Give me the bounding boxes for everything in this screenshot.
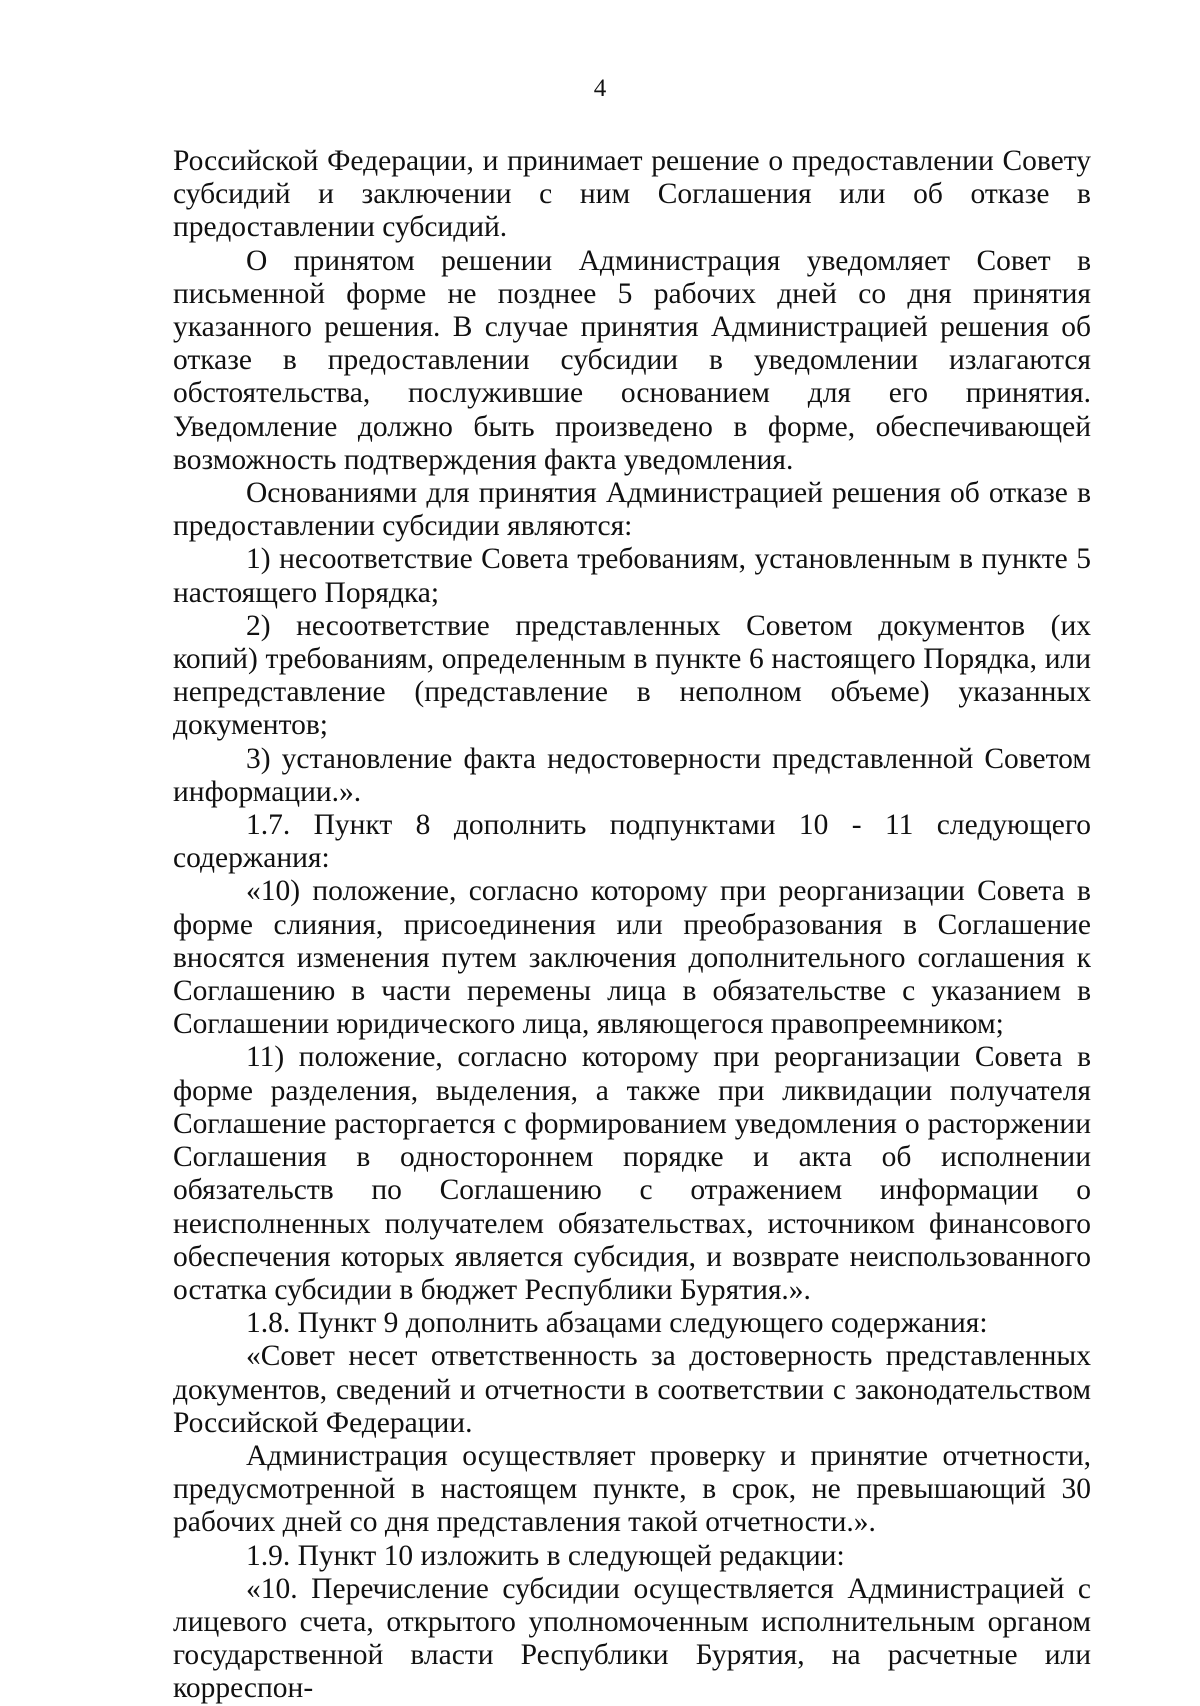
paragraph-transfer: «10. Перечисление субсидии осуществляется Администрацией с лицевого счета, открытого уполномоченным исполнительным органом государственной власти Республики Бурятия, на расчетные или корреспон- xyxy=(173,1572,1091,1705)
subitem-10: «10) положение, согласно которому при реорганизации Совета в форме слияния, присоединения или преобразования в Соглашение вносятся изменения путем заключения дополнительного соглашения к Соглашению в части перемены лица в обязательстве с указанием в Соглашении юридического лица, являющегося правопреемником; xyxy=(173,875,1091,1041)
page-number: 4 xyxy=(593,75,607,102)
list-item-3: 3) установление факта недостоверности представленной Советом информации.». xyxy=(173,742,1091,808)
subitem-11: 11) положение, согласно которому при реорганизации Совета в форме разделения, выделения, а также при ликвидации получателя Соглашение расторгается с формированием уведомления о расторжении Соглашения в одностороннем порядке и акта об исполнении обязательств по Соглашению с отражением информации о неисполненных получателем обязательствах, источником финансового обеспечения которых является субсидия, и возврате неиспользованного остатка субсидии в бюджет Республики Бурятия.». xyxy=(173,1041,1091,1306)
paragraph-notification: О принятом решении Администрация уведомляет Совет в письменной форме не позднее 5 рабочих дней со дня принятия указанного решения. В случае принятия Администрацией решения об отказе в предоставлении субсидии в уведомлении излагаются обстоятельства, послужившие основанием для его принятия. Уведомление должно быть произведено в форме, обеспечивающей возможность подтверждения факта уведомления. xyxy=(173,244,1091,476)
list-item-2: 2) несоответствие представленных Советом документов (их копий) требованиям, определенным в пункте 6 настоящего Порядка, или непредставление (представление в неполном объеме) указанных документов; xyxy=(173,609,1091,742)
list-item-1: 1) несоответствие Совета требованиям, установленным в пункте 5 настоящего Порядка; xyxy=(173,543,1091,609)
paragraph-responsibility: «Совет несет ответственность за достоверность представленных документов, сведений и отчетности в соответствии с законодательством Российской Федерации. xyxy=(173,1340,1091,1439)
paragraph-reporting-check: Администрация осуществляет проверку и принятие отчетности, предусмотренной в настоящем пункте, в срок, не превышающий 30 рабочих дней со дня представления такой отчетности.». xyxy=(173,1439,1091,1539)
document-body xyxy=(173,145,1091,1706)
paragraph-continuation: Российской Федерации, и принимает решение о предоставлении Совету субсидий и заключении с ним Соглашения или об отказе в предоставлении субсидий. xyxy=(173,145,1091,244)
section-1-8: 1.8. Пункт 9 дополнить абзацами следующего содержания: xyxy=(246,1307,988,1340)
paragraph-refusal-grounds: Основаниями для принятия Администрацией решения об отказе в предоставлении субсидии являются: xyxy=(173,477,1091,543)
section-1-7: 1.7. Пункт 8 дополнить подпунктами 10 - 11 следующего содержания: xyxy=(173,809,1091,875)
section-1-9: 1.9. Пункт 10 изложить в следующей редакции: xyxy=(246,1539,845,1572)
